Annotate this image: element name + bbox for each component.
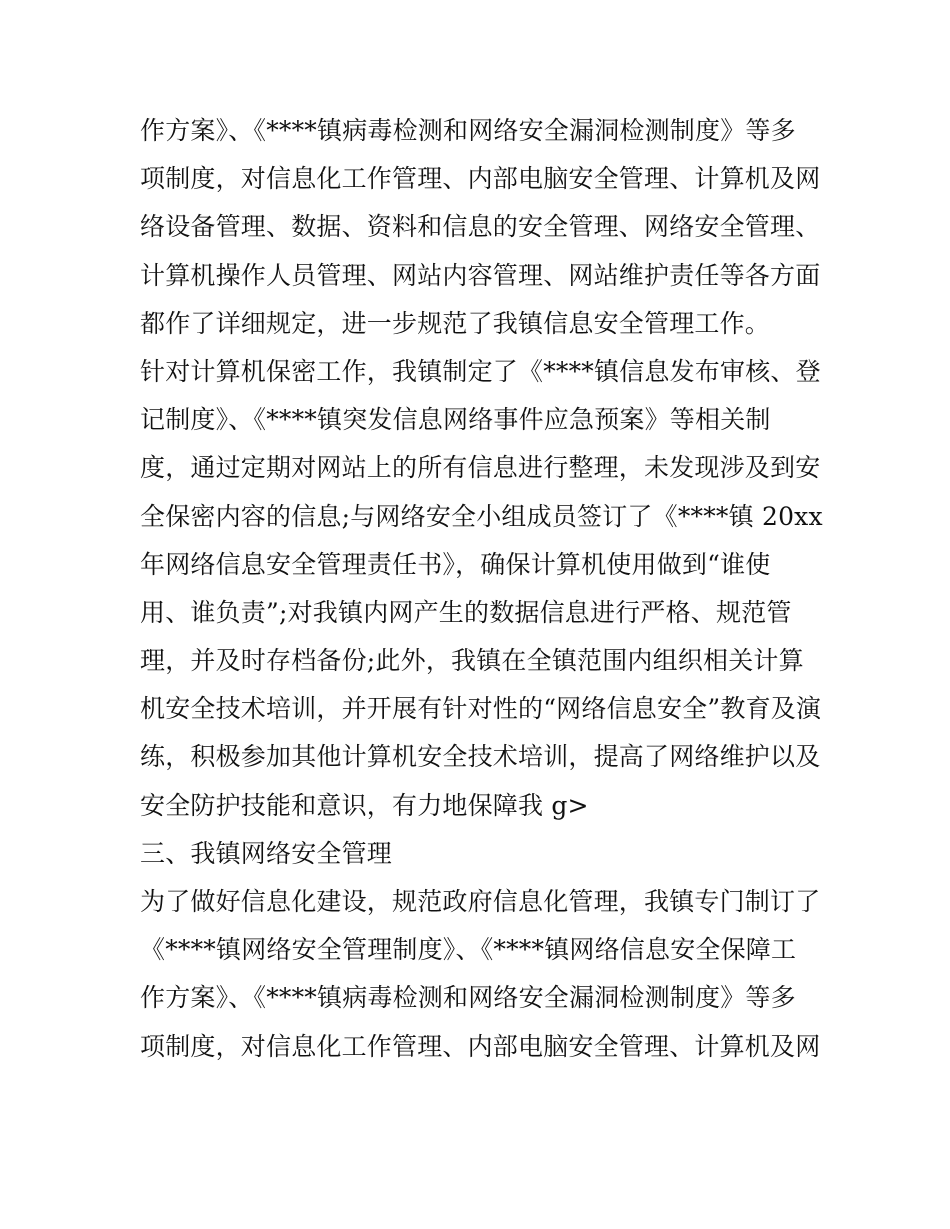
- text-line: 机安全技术培训，并开展有针对性的“网络信息安全”教育及演: [140, 694, 822, 724]
- text-line: 用、谁负责”;对我镇内网产生的数据信息进行严格、规范管: [140, 597, 792, 627]
- text-line: 度，通过定期对网站上的所有信息进行整理，未发现涉及到安: [140, 453, 821, 483]
- text-line: 项制度，对信息化工作管理、内部电脑安全管理、计算机及网: [140, 164, 821, 194]
- text-line: 针对计算机保密工作，我镇制定了《****镇信息发布审核、登: [140, 356, 821, 386]
- text-line: 年网络信息安全管理责任书》，确保计算机使用做到“谁使: [140, 549, 771, 579]
- text-line: 作方案》、《****镇病毒检测和网络安全漏洞检测制度》等多: [140, 116, 796, 145]
- text-line: 络设备管理、数据、资料和信息的安全管理、网络安全管理、: [140, 212, 821, 242]
- text-line: 练，积极参加其他计算机安全技术培训，提高了网络维护以及: [140, 742, 821, 772]
- text-line: 项制度，对信息化工作管理、内部电脑安全管理、计算机及网: [140, 1031, 821, 1061]
- text-line: 计算机操作人员管理、网站内容管理、网站维护责任等各方面: [140, 260, 821, 290]
- text-line: 记制度》、《****镇突发信息网络事件应急预案》等相关制: [140, 405, 771, 435]
- section-heading: 三、我镇网络安全管理: [140, 838, 393, 868]
- text-line: 为了做好信息化建设，规范政府信息化管理，我镇专门制订了: [140, 887, 821, 916]
- text-line: 安全防护技能和意识，有力地保障我 g>: [140, 790, 589, 820]
- text-line: 《****镇网络安全管理制度》、《****镇网络信息安全保障工: [140, 935, 797, 965]
- text-line: 理，并及时存档备份;此外，我镇在全镇范围内组织相关计算: [140, 646, 804, 676]
- text-line: 作方案》、《****镇病毒检测和网络安全漏洞检测制度》等多: [140, 983, 796, 1013]
- text-line: 全保密内容的信息;与网络安全小组成员签订了《****镇 20xx: [140, 501, 823, 531]
- text-line: 都作了详细规定，进一步规范了我镇信息安全管理工作。: [140, 308, 771, 338]
- document-body: [140, 107, 830, 1071]
